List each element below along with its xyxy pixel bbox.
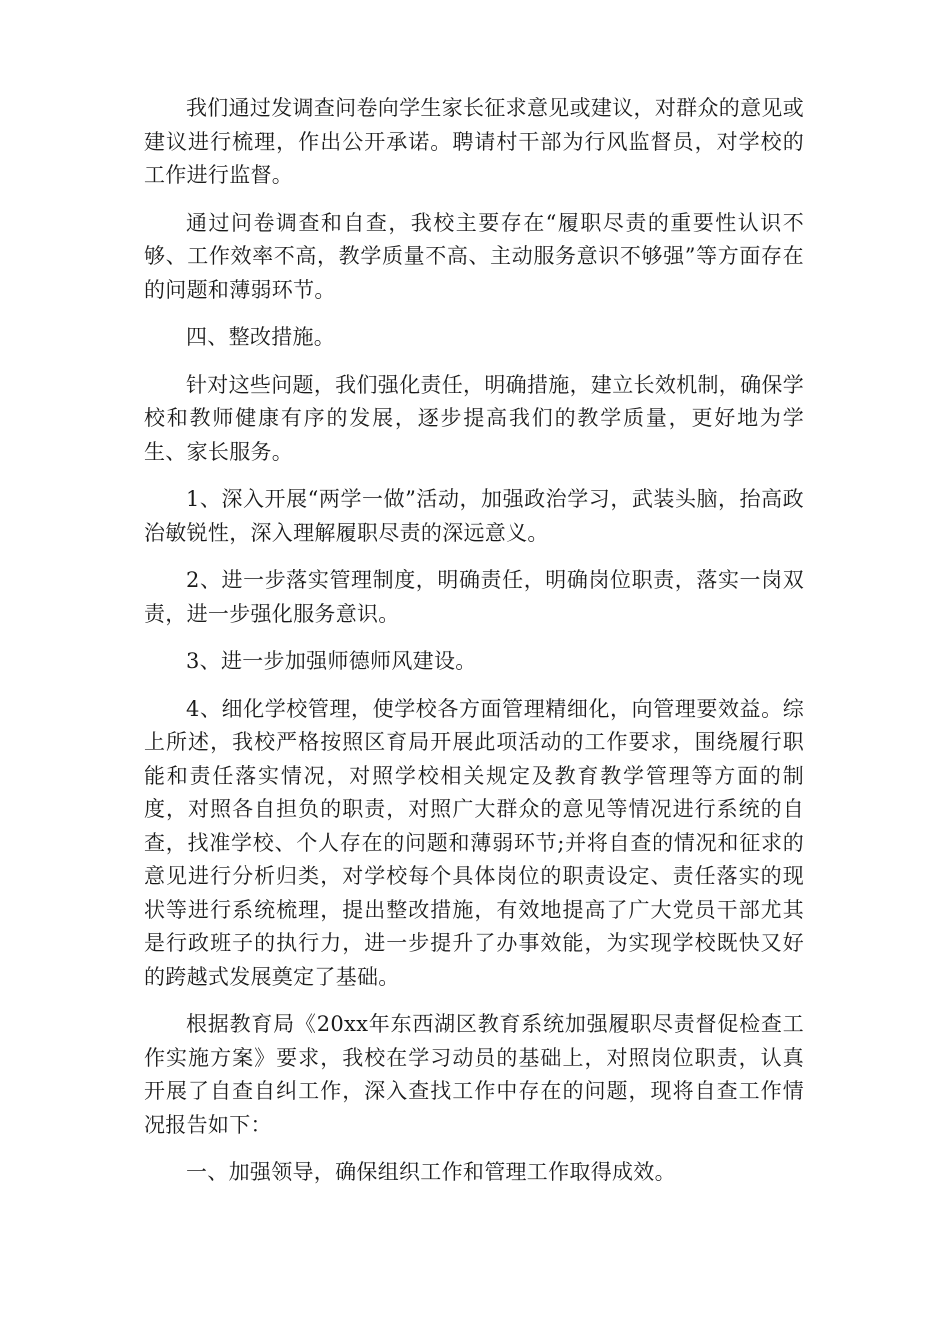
paragraph-self-check: 通过问卷调查和自查，我校主要存在“履职尽责的重要性认识不够、工作效率不高，教学质量不高、主动服务意识不够强”等方面存在的问题和薄弱环节。	[144, 210, 804, 302]
list-item-1: 1、深入开展“两学一做”活动，加强政治学习，武装头脑，抬高政治敏锐性，深入理解履职尽责的深远意义。	[144, 487, 804, 545]
list-item-4-summary: 4、细化学校管理，使学校各方面管理精细化，向管理要效益。综上所述，我校严格按照区育局开展此项活动的工作要求，围绕履行职能和责任落实情况，对照学校相关规定及教育教学管理等方面的制度，对照各自担负的职责，对照广大群众的意见等情况进行系统的自查，找准学校、个人存在的问题和薄弱环节;并将自查的情况和征求的意见进行分析归类，对学校每个具体岗位的职责设定、责任落实的现状等进行系统梳理，提出整改措施，有效地提高了广大党员干部尤其是行政班子的执行力，进一步提升了办事效能，为实现学校既快又好的跨越式发展奠定了基础。	[144, 696, 804, 989]
list-item-2: 2、进一步落实管理制度，明确责任，明确岗位职责，落实一岗双责，进一步强化服务意识。	[144, 568, 804, 626]
section-heading-rectification: 四、整改措施。	[186, 325, 336, 349]
paragraph-measures: 针对这些问题，我们强化责任，明确措施，建立长效机制，确保学校和教师健康有序的发展，逐步提高我们的教学质量，更好地为学生、家长服务。	[144, 372, 804, 464]
paragraph-report-intro: 根据教育局《20xx年东西湖区教育系统加强履职尽责督促检查工作实施方案》要求，我校在学习动员的基础上，对照岗位职责，认真开展了自查自纠工作，深入查找工作中存在的问题，现将自查工作情况报告如下：	[144, 1012, 804, 1137]
section-heading-leadership: 一、加强领导，确保组织工作和管理工作取得成效。	[186, 1160, 676, 1184]
paragraph-survey: 我们通过发调查问卷向学生家长征求意见或建议，对群众的意见或建议进行梳理，作出公开承诺。聘请村干部为行风监督员，对学校的工作进行监督。	[144, 96, 804, 187]
document-body	[144, 92, 804, 1204]
list-item-3: 3、进一步加强师德师风建设。	[186, 649, 477, 673]
